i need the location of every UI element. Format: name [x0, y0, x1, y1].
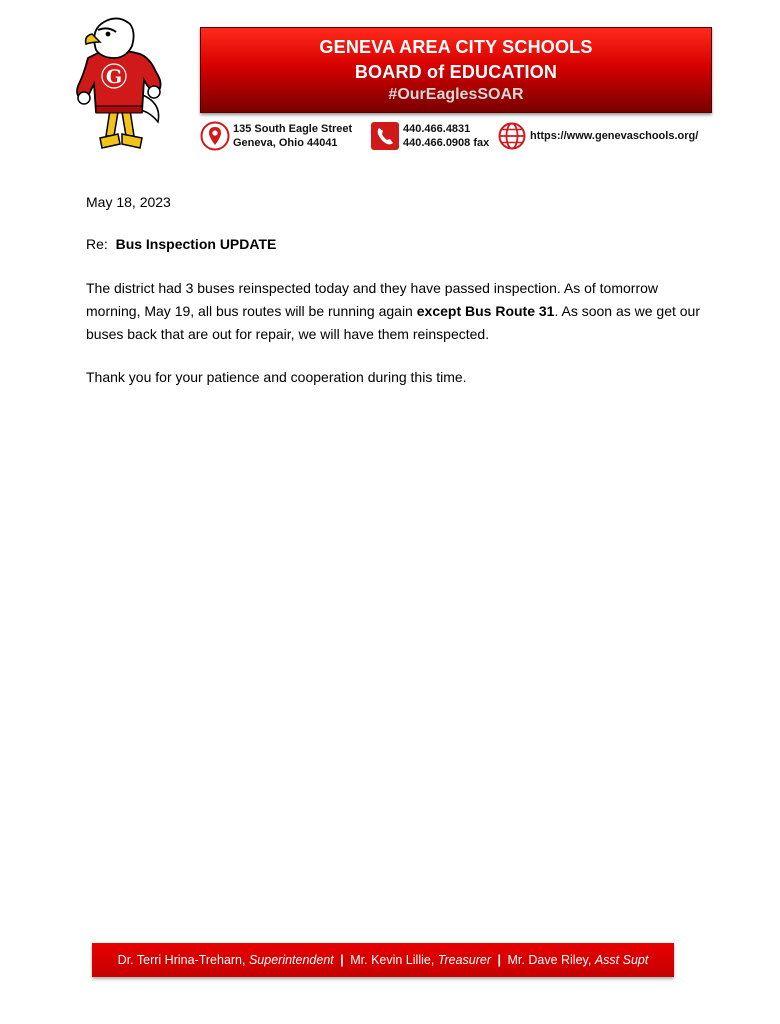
eagle-mascot-logo [70, 14, 170, 154]
website-link[interactable]: https://www.genevaschools.org/ [530, 130, 699, 142]
footer-separator: | [497, 953, 502, 967]
footer-separator: | [340, 953, 344, 967]
phone-icon [370, 121, 400, 151]
footer-person3-name: Mr. Dave Riley, [507, 953, 592, 967]
letterhead-banner [200, 27, 712, 113]
paragraph-1-emphasis: except Bus Route 31 [416, 303, 555, 319]
re-subject: Bus Inspection UPDATE [115, 236, 277, 252]
footer-person1-title: Superintendent [248, 953, 334, 967]
address-line2: Geneva, Ohio 44041 [233, 137, 338, 149]
letter-subject-line [86, 233, 706, 256]
letter-paragraph-1 [86, 277, 706, 346]
letter-paragraph-2: Thank you for your patience and cooperation during this time. [86, 369, 467, 385]
footer-banner [92, 943, 674, 977]
footer-person1-name: Dr. Terri Hrina-Treharn, [117, 953, 246, 967]
mascot-letter: G [105, 66, 123, 88]
phone-number: 440.466.4831 [403, 123, 471, 135]
address-line1: 135 South Eagle Street [233, 123, 353, 135]
footer-person2-title: Treasurer [437, 953, 492, 967]
fax-number: 440.466.0908 fax [403, 137, 490, 149]
location-pin-icon [200, 121, 230, 151]
footer-person3-title: Asst Supt [594, 953, 649, 967]
paragraph-1-text-b: . As soon as we get our buses back that are out for repair, we will have them reinspected. [86, 303, 700, 342]
letter-date: May 18, 2023 [86, 194, 171, 210]
address-block [200, 120, 352, 152]
re-prefix: Re: [86, 236, 108, 252]
paragraph-1-text-a: The district had 3 buses reinspected today and they have passed inspection. As of tomorrow morning, May 19, all bus routes will be running again [86, 280, 658, 319]
org-board: BOARD of EDUCATION [354, 62, 558, 82]
footer-person2-name: Mr. Kevin Lillie, [350, 953, 435, 967]
org-hashtag: #OurEaglesSOAR [388, 86, 524, 103]
globe-icon [497, 121, 527, 151]
website-block [497, 120, 698, 152]
phone-block [370, 120, 489, 152]
org-name: GENEVA AREA CITY SCHOOLS [319, 37, 593, 57]
